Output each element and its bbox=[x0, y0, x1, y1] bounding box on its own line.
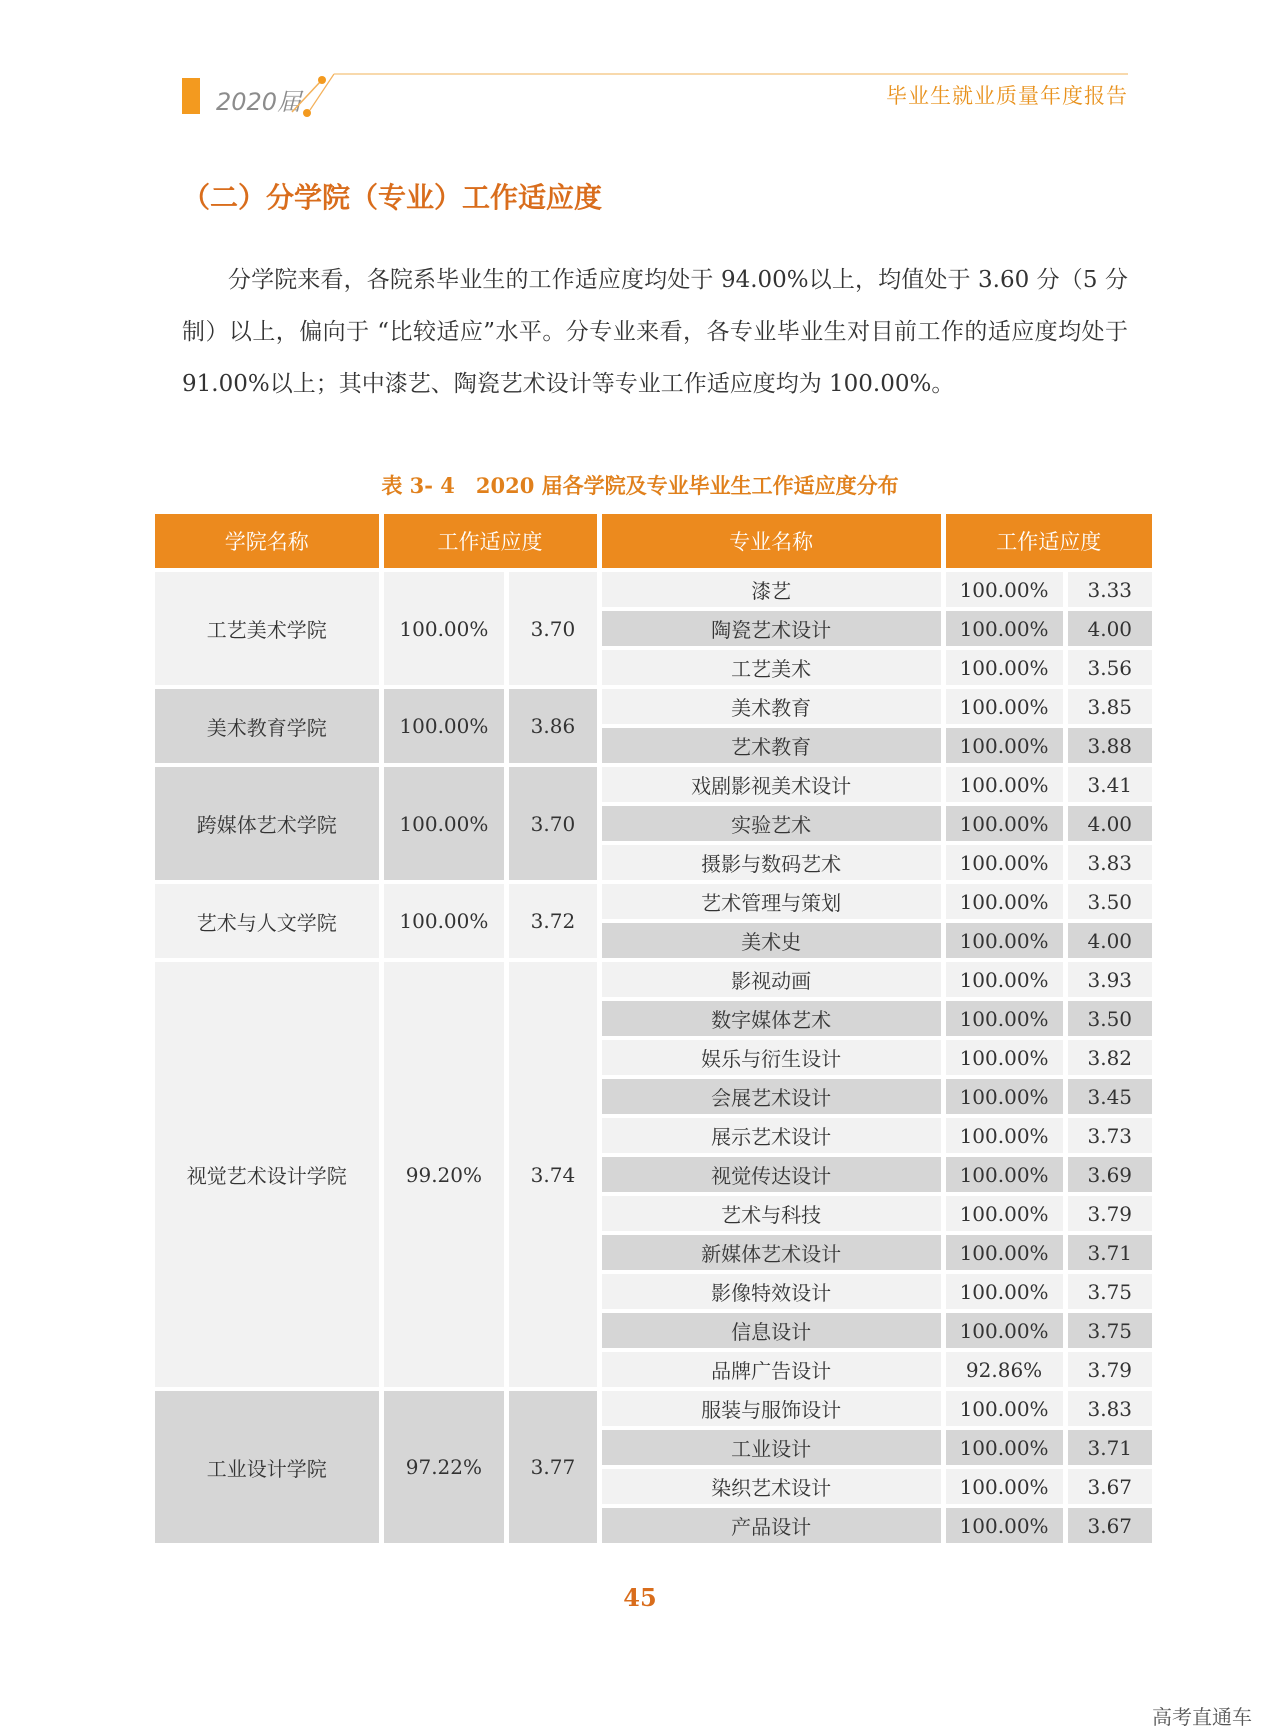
major-rate: 100.00% bbox=[946, 845, 1063, 880]
major-name: 视觉传达设计 bbox=[602, 1157, 941, 1192]
major-score: 3.41 bbox=[1068, 767, 1152, 802]
college-rate: 100.00% bbox=[384, 767, 505, 880]
college-name: 视觉艺术设计学院 bbox=[155, 962, 379, 1387]
table-row bbox=[155, 962, 1152, 997]
major-rate: 92.86% bbox=[946, 1352, 1063, 1387]
major-name: 会展艺术设计 bbox=[602, 1079, 941, 1114]
header-college-adaptability: 工作适应度 bbox=[384, 514, 597, 568]
major-score: 4.00 bbox=[1068, 923, 1152, 958]
major-rate: 100.00% bbox=[946, 767, 1063, 802]
major-score: 3.56 bbox=[1068, 650, 1152, 685]
major-score: 3.45 bbox=[1068, 1079, 1152, 1114]
major-score: 3.88 bbox=[1068, 728, 1152, 763]
table-header-row bbox=[155, 514, 1152, 568]
body-paragraph: 分学院来看，各院系毕业生的工作适应度均处于 94.00%以上，均值处于 3.60 分（5 分制）以上，偏向于 “比较适应”水平。分专业来看，各专业毕业生对目前工作的适应度均处于 91.00%以上；其中漆艺、陶瓷艺术设计等专业工作适应度均为 100.00%。 bbox=[182, 267, 1128, 397]
header-year-label: 2020届 bbox=[216, 88, 302, 116]
college-score: 3.70 bbox=[509, 572, 596, 685]
major-name: 影像特效设计 bbox=[602, 1274, 941, 1309]
college-rate: 100.00% bbox=[384, 884, 505, 958]
college-score: 3.74 bbox=[509, 962, 596, 1387]
major-score: 3.82 bbox=[1068, 1040, 1152, 1075]
college-rate: 100.00% bbox=[384, 689, 505, 763]
major-score: 3.73 bbox=[1068, 1118, 1152, 1153]
major-name: 新媒体艺术设计 bbox=[602, 1235, 941, 1270]
major-name: 娱乐与衍生设计 bbox=[602, 1040, 941, 1075]
major-name: 品牌广告设计 bbox=[602, 1352, 941, 1387]
major-rate: 100.00% bbox=[946, 689, 1063, 724]
major-score: 3.50 bbox=[1068, 1001, 1152, 1036]
college-name: 艺术与人文学院 bbox=[155, 884, 379, 958]
section-title: （二）分学院（专业）工作适应度 bbox=[182, 181, 603, 214]
header-report-title: 毕业生就业质量年度报告 bbox=[886, 84, 1128, 108]
table-row bbox=[155, 1391, 1152, 1426]
major-name: 工艺美术 bbox=[602, 650, 941, 685]
major-rate: 100.00% bbox=[946, 1157, 1063, 1192]
major-score: 3.75 bbox=[1068, 1313, 1152, 1348]
major-name: 工业设计 bbox=[602, 1430, 941, 1465]
major-rate: 100.00% bbox=[946, 1274, 1063, 1309]
major-rate: 100.00% bbox=[946, 572, 1063, 607]
major-name: 艺术教育 bbox=[602, 728, 941, 763]
major-rate: 100.00% bbox=[946, 1430, 1063, 1465]
major-rate: 100.00% bbox=[946, 1196, 1063, 1231]
college-rate: 97.22% bbox=[384, 1391, 505, 1543]
major-rate: 100.00% bbox=[946, 1508, 1063, 1543]
major-score: 3.75 bbox=[1068, 1274, 1152, 1309]
major-score: 3.33 bbox=[1068, 572, 1152, 607]
major-name: 摄影与数码艺术 bbox=[602, 845, 941, 880]
major-name: 产品设计 bbox=[602, 1508, 941, 1543]
major-rate: 100.00% bbox=[946, 962, 1063, 997]
major-name: 美术史 bbox=[602, 923, 941, 958]
major-score: 4.00 bbox=[1068, 806, 1152, 841]
table-row bbox=[155, 767, 1152, 802]
major-name: 漆艺 bbox=[602, 572, 941, 607]
college-score: 3.72 bbox=[509, 884, 596, 958]
college-rate: 99.20% bbox=[384, 962, 505, 1387]
major-rate: 100.00% bbox=[946, 1079, 1063, 1114]
college-score: 3.77 bbox=[509, 1391, 596, 1543]
major-name: 信息设计 bbox=[602, 1313, 941, 1348]
college-score: 3.86 bbox=[509, 689, 596, 763]
adaptability-table bbox=[150, 510, 1157, 1547]
college-name: 工艺美术学院 bbox=[155, 572, 379, 685]
major-rate: 100.00% bbox=[946, 1235, 1063, 1270]
major-rate: 100.00% bbox=[946, 1313, 1063, 1348]
major-score: 3.71 bbox=[1068, 1235, 1152, 1270]
major-name: 艺术管理与策划 bbox=[602, 884, 941, 919]
table-row bbox=[155, 689, 1152, 724]
table-caption: 表 3- 4 2020 届各学院及专业毕业生工作适应度分布 bbox=[381, 473, 899, 498]
major-name: 服装与服饰设计 bbox=[602, 1391, 941, 1426]
major-rate: 100.00% bbox=[946, 1001, 1063, 1036]
major-rate: 100.00% bbox=[946, 1040, 1063, 1075]
major-name: 美术教育 bbox=[602, 689, 941, 724]
header-major-adaptability: 工作适应度 bbox=[946, 514, 1152, 568]
page-header bbox=[182, 72, 1128, 120]
major-name: 实验艺术 bbox=[602, 806, 941, 841]
major-score: 3.93 bbox=[1068, 962, 1152, 997]
major-name: 染织艺术设计 bbox=[602, 1469, 941, 1504]
college-rate: 100.00% bbox=[384, 572, 505, 685]
major-score: 4.00 bbox=[1068, 611, 1152, 646]
header-college-name: 学院名称 bbox=[155, 514, 379, 568]
major-rate: 100.00% bbox=[946, 923, 1063, 958]
major-score: 3.85 bbox=[1068, 689, 1152, 724]
major-rate: 100.00% bbox=[946, 884, 1063, 919]
major-name: 影视动画 bbox=[602, 962, 941, 997]
major-rate: 100.00% bbox=[946, 1469, 1063, 1504]
major-rate: 100.00% bbox=[946, 611, 1063, 646]
table-body bbox=[155, 572, 1152, 1543]
major-score: 3.83 bbox=[1068, 845, 1152, 880]
major-score: 3.69 bbox=[1068, 1157, 1152, 1192]
major-score: 3.79 bbox=[1068, 1196, 1152, 1231]
college-name: 美术教育学院 bbox=[155, 689, 379, 763]
major-rate: 100.00% bbox=[946, 1118, 1063, 1153]
watermark-text: 高考直通车 bbox=[1152, 1705, 1252, 1729]
major-rate: 100.00% bbox=[946, 806, 1063, 841]
major-score: 3.67 bbox=[1068, 1469, 1152, 1504]
page-number: 45 bbox=[623, 1583, 657, 1612]
major-name: 数字媒体艺术 bbox=[602, 1001, 941, 1036]
table-row bbox=[155, 572, 1152, 607]
major-name: 陶瓷艺术设计 bbox=[602, 611, 941, 646]
major-rate: 100.00% bbox=[946, 1391, 1063, 1426]
table-row bbox=[155, 884, 1152, 919]
college-name: 工业设计学院 bbox=[155, 1391, 379, 1543]
major-name: 戏剧影视美术设计 bbox=[602, 767, 941, 802]
major-score: 3.83 bbox=[1068, 1391, 1152, 1426]
major-score: 3.79 bbox=[1068, 1352, 1152, 1387]
college-score: 3.70 bbox=[509, 767, 596, 880]
major-rate: 100.00% bbox=[946, 728, 1063, 763]
college-name: 跨媒体艺术学院 bbox=[155, 767, 379, 880]
major-name: 艺术与科技 bbox=[602, 1196, 941, 1231]
major-score: 3.50 bbox=[1068, 884, 1152, 919]
major-score: 3.71 bbox=[1068, 1430, 1152, 1465]
major-rate: 100.00% bbox=[946, 650, 1063, 685]
major-score: 3.67 bbox=[1068, 1508, 1152, 1543]
major-name: 展示艺术设计 bbox=[602, 1118, 941, 1153]
header-major-name: 专业名称 bbox=[602, 514, 941, 568]
